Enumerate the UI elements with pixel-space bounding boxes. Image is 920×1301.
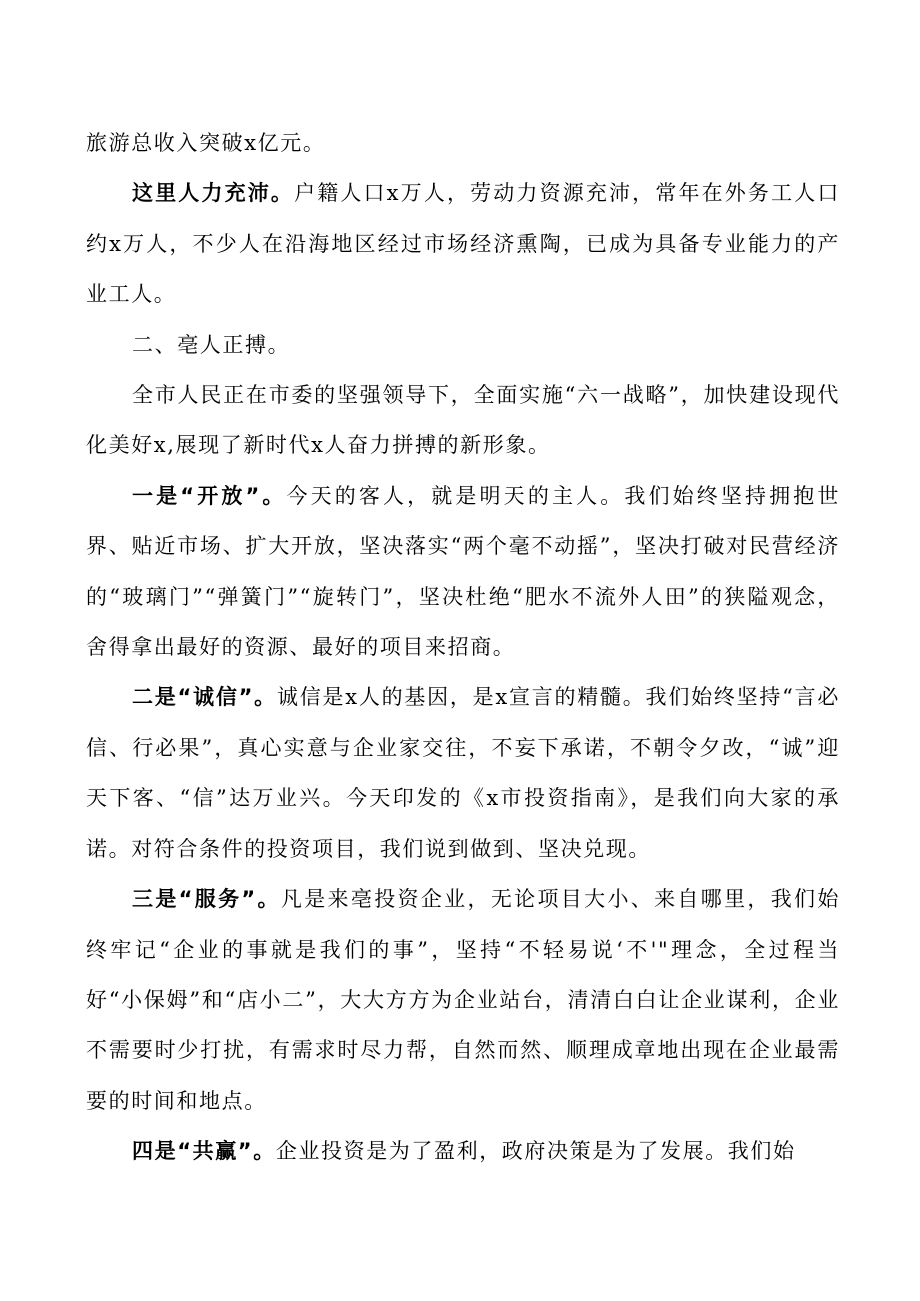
paragraph-lead: 一是“开放”。 [132, 483, 287, 508]
paragraph-lead: 这里人力充沛。 [132, 181, 295, 206]
paragraph-lead: 三是“服务”。 [132, 887, 281, 912]
paragraph-integrity [86, 672, 840, 874]
paragraph-openness [86, 471, 840, 673]
paragraph-tourism-revenue [86, 118, 840, 168]
paragraph-win-win [86, 1126, 840, 1176]
section-heading-text: 二、亳人正搏。 [132, 332, 291, 357]
paragraph-text: 旅游总收入突破x亿元。 [86, 131, 326, 155]
section-heading-2 [86, 320, 840, 370]
paragraph-text: 诚信是x人的基因，是x宣言的精髓。我们始终坚持“言必信、行必果”，真心实意与企业家交往，不妄下承诺，不朝令夕改，“诚”迎天下客、“信”达万业兴。今天印发的《x市投资指南》，是我们向大家的承诺。对符合条件的投资项目，我们说到做到、坚决兑现。 [86, 685, 840, 861]
paragraph-manpower [86, 168, 840, 319]
paragraph-lead: 二是“诚信”。 [132, 685, 277, 710]
document-body [86, 118, 840, 1177]
paragraph-lead: 四是“共赢”。 [132, 1139, 276, 1164]
paragraph-text: 户籍人口x万人，劳动力资源充沛，常年在外务工人口约x万人，不少人在沿海地区经过市场经济熏陶，已成为具备专业能力的产业工人。 [86, 181, 840, 307]
paragraph-text: 今天的客人，就是明天的主人。我们始终坚持拥抱世界、贴近市场、扩大开放，坚决落实“两个毫不动摇”，坚决打破对民营经济的“玻璃门”“弹簧门”“旋转门”，坚决杜绝“肥水不流外人田”的狭隘观念，舍得拿出最好的资源、最好的项目来招商。 [86, 483, 840, 660]
paragraph-text: 凡是来亳投资企业，无论项目大小、来自哪里，我们始终牢记“企业的事就是我们的事”，坚持“不轻易说‘不'"理念，全过程当好“小保姆”和“店小二”，大大方方为企业站台，清清白白让企业谋利，企业不需要时少打扰，有需求时尽力帮，自然而然、顺理成章地出现在企业最需要的时间和地点。 [86, 887, 840, 1113]
paragraph-city-strategy [86, 370, 840, 471]
paragraph-service [86, 874, 840, 1126]
paragraph-text: 全市人民正在市委的坚强领导下，全面实施“六一战略”，加快建设现代化美好x,展现了新时代x人奋力拼搏的新形象。 [86, 383, 840, 458]
paragraph-text: 企业投资是为了盈利，政府决策是为了发展。我们始 [275, 1139, 796, 1164]
